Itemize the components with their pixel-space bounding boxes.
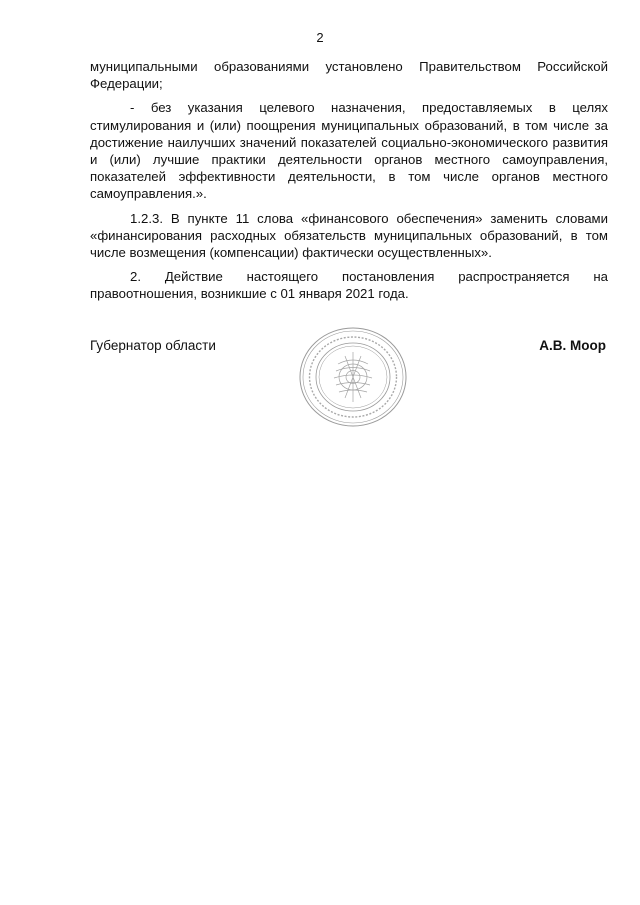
signer-name: А.В. Моор [539, 338, 606, 353]
page-number: 2 [316, 30, 324, 45]
paragraph-continuation: муниципальными образованиями установлено Правительством Российской Федерации; [90, 59, 608, 92]
paragraph-clause-1-2-3: 1.2.3. В пункте 11 слова «финансового обеспечения» заменить словами «финансирования расходных обязательств муниципальных образований, в том числе возмещения (компенсации) фактически осуществленных». [90, 210, 608, 261]
official-seal-icon [298, 326, 408, 428]
document-body [90, 58, 608, 303]
paragraph-clause-2: 2. Действие настоящего постановления распространяется на правоотношения, возникшие с 01 января 2021 года. [90, 269, 608, 302]
paragraph-list-item: - без указания целевого назначения, предоставляемых в целях стимулирования и (или) поощрения муниципальных образований, в том числе за достижение наилучших значений показателей социально-экономического развития и (или) лучшие практики деятельности органов местного самоуправления, показателей эффективности деятельности, в том числе органов местного самоуправления.». [90, 100, 608, 202]
signer-title: Губернатор области [90, 338, 216, 353]
